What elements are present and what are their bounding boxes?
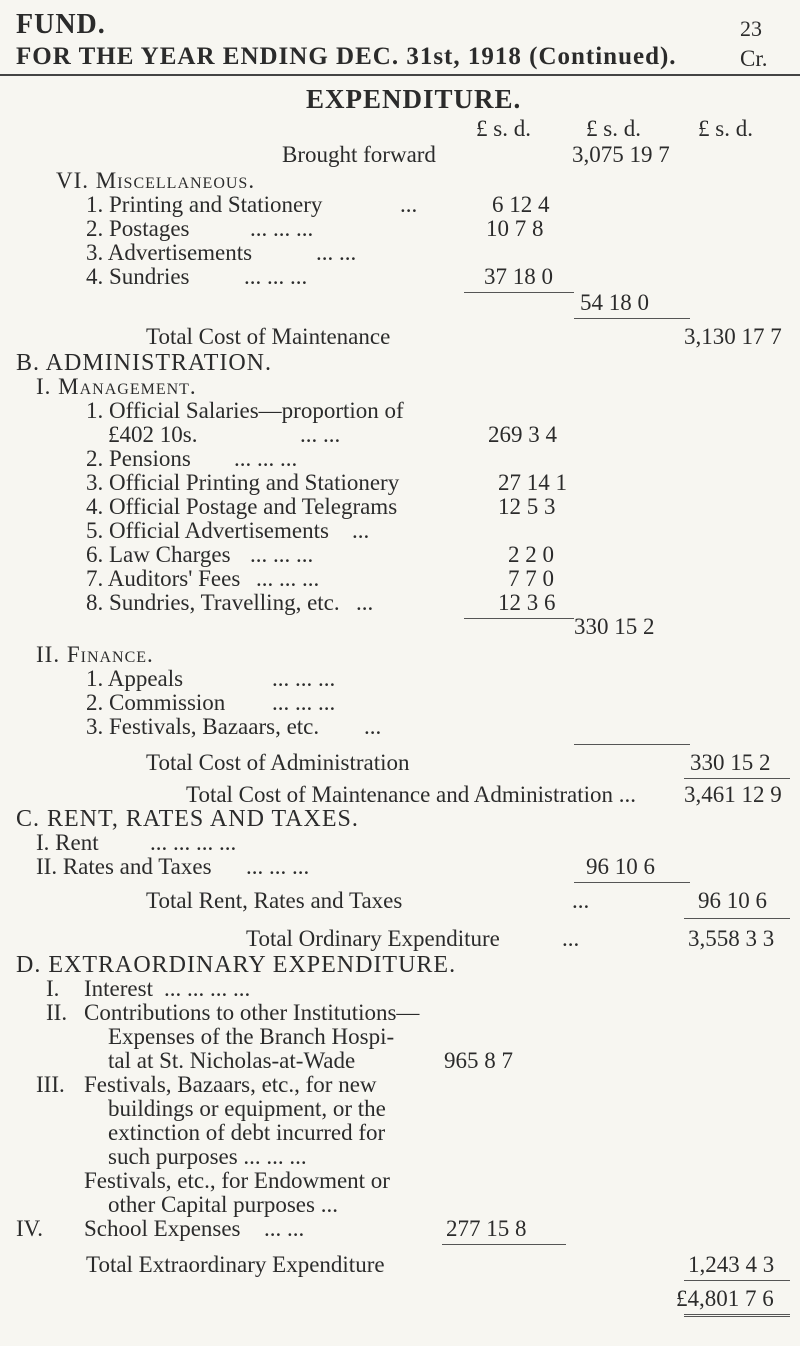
mgmt-item-value: 12 3 6 <box>498 590 556 615</box>
mgmt-item-label: 4. Official Postage and Telegrams <box>86 494 398 519</box>
running-head-left: FUND. <box>16 9 106 40</box>
finance-item-label: 1. Appeals <box>86 666 184 691</box>
extra-i-num: I. <box>46 976 60 1001</box>
misc-subtotal: 54 18 0 <box>580 290 649 315</box>
mgmt-item-label: 5. Official Advertisements <box>86 518 329 543</box>
rent-item-dots: ... ... ... ... <box>150 830 237 855</box>
mgmt-item-dots: ... ... <box>300 422 341 447</box>
misc-heading: VI. Miscellaneous. <box>56 168 256 193</box>
extra-heading: D. EXTRAORDINARY EXPENDITURE. <box>16 952 457 978</box>
finance-item-dots: ... <box>364 714 382 739</box>
mgmt-item-dots: ... <box>352 518 370 543</box>
grand-total-rule <box>684 1314 790 1317</box>
rent-rule <box>574 882 690 883</box>
misc-item-label: 3. Advertisements <box>86 240 253 265</box>
total-admin-label: Total Cost of Administration <box>146 750 410 775</box>
grand-total-value: £4,801 7 6 <box>676 1286 774 1311</box>
total-admin-value: 330 15 2 <box>690 750 771 775</box>
extra-iii-line: buildings or equipment, or the <box>108 1096 386 1121</box>
mgmt-item-value: 269 3 4 <box>488 422 557 447</box>
extra-iv-label: School Expenses <box>84 1216 241 1241</box>
extra-iii-line: other Capital purposes ... <box>108 1192 338 1217</box>
extra-rule <box>442 1244 566 1245</box>
misc-item-value: 6 12 4 <box>492 192 550 217</box>
rent-item-value: 96 10 6 <box>586 854 655 879</box>
rent-item-dots: ... ... ... <box>246 854 310 879</box>
total-maint-admin-label: Total Cost of Maintenance and Administration ... <box>186 782 637 807</box>
running-head-line: FOR THE YEAR ENDING DEC. 31st, 1918 (Continued). <box>16 43 677 70</box>
total-rent-rule <box>684 918 790 919</box>
extra-iv-value: 277 15 8 <box>446 1216 527 1241</box>
total-rent-label: Total Rent, Rates and Taxes <box>146 888 403 913</box>
mgmt-item-label: 6. Law Charges <box>86 542 231 567</box>
mgmt-item-value: 2 2 0 <box>508 542 554 567</box>
rent-item-label: II. Rates and Taxes <box>36 854 212 879</box>
finance-heading: II. Finance. <box>36 642 154 667</box>
mgmt-item-dots: ... ... ... <box>256 566 320 591</box>
mgmt-item-label: 1. Official Salaries—proportion of <box>86 398 404 423</box>
mgmt-item-dots: ... ... ... <box>250 542 314 567</box>
misc-item-dots: ... ... ... <box>250 216 314 241</box>
total-maintenance-label: Total Cost of Maintenance <box>146 324 391 349</box>
brought-forward-label: Brought forward <box>282 142 436 167</box>
brought-forward-value: 3,075 19 7 <box>572 142 670 167</box>
misc-subtotal-rule <box>574 318 690 319</box>
total-extra-label: Total Extraordinary Expenditure <box>86 1252 385 1277</box>
extra-ii-line: Contributions to other Institutions— <box>84 1000 420 1025</box>
extra-iii-line: Festivals, Bazaars, etc., for new <box>84 1072 377 1097</box>
mgmt-item-value: 27 14 1 <box>498 470 567 495</box>
extra-ii-line: Expenses of the Branch Hospi- <box>108 1024 395 1049</box>
section-title: EXPENDITURE. <box>306 84 522 114</box>
header-rule <box>0 74 800 76</box>
running-head-right: Cr. <box>740 46 768 71</box>
total-maint-admin-value: 3,461 12 9 <box>684 782 782 807</box>
misc-item-label: 2. Postages <box>86 216 190 241</box>
mgmt-item-label: 2. Pensions <box>86 446 191 471</box>
page-number: 23 <box>740 16 762 41</box>
col3-currency: £ s. d. <box>698 116 753 141</box>
total-maintenance-value: 3,130 17 7 <box>684 324 782 349</box>
total-ordinary-value: 3,558 3 3 <box>688 926 775 951</box>
extra-i-label: Interest <box>84 976 153 1001</box>
finance-rule <box>574 744 690 745</box>
extra-ii-line: tal at St. Nicholas-at-Wade <box>108 1048 356 1073</box>
finance-item-dots: ... ... ... <box>272 666 336 691</box>
mgmt-item-value: 12 5 3 <box>498 494 556 519</box>
misc-item-dots: ... ... <box>316 240 357 265</box>
total-rent-dots: ... <box>572 888 590 913</box>
col2-currency: £ s. d. <box>586 116 641 141</box>
misc-item-dots: ... ... ... <box>244 264 308 289</box>
mgmt-item-dots: ... <box>356 590 374 615</box>
finance-item-label: 2. Commission <box>86 690 226 715</box>
extra-iii-line: such purposes ... ... ... <box>108 1144 307 1169</box>
total-extra-value: 1,243 4 3 <box>688 1252 775 1277</box>
total-extra-rule <box>684 1280 790 1281</box>
finance-item-dots: ... ... ... <box>272 690 336 715</box>
extra-ii-value: 965 8 7 <box>444 1048 513 1073</box>
finance-item-label: 3. Festivals, Bazaars, etc. <box>86 714 320 739</box>
misc-item-dots: ... <box>400 192 418 217</box>
total-ordinary-dots: ... <box>562 926 580 951</box>
mgmt-item-label: 3. Official Printing and Stationery <box>86 470 400 495</box>
mgmt-subtotal: 330 15 2 <box>574 614 655 639</box>
management-heading: I. Management. <box>36 374 197 399</box>
misc-item-label: 1. Printing and Stationery <box>86 192 323 217</box>
extra-iii-num: III. <box>36 1072 65 1097</box>
extra-i-dots: ... ... ... ... <box>164 976 251 1001</box>
extra-iv-dots: ... ... <box>264 1216 305 1241</box>
mgmt-rule <box>464 618 574 619</box>
total-admin-rule <box>684 778 790 779</box>
total-ordinary-label: Total Ordinary Expenditure <box>246 926 500 951</box>
misc-item-value: 10 7 8 <box>486 216 544 241</box>
col1-currency: £ s. d. <box>476 116 531 141</box>
misc-item-value: 37 18 0 <box>484 264 553 289</box>
extra-iii-line: extinction of debt incurred for <box>108 1120 386 1145</box>
mgmt-item-label: 8. Sundries, Travelling, etc. <box>86 590 340 615</box>
mgmt-item-value: 7 7 0 <box>508 566 554 591</box>
admin-heading: B. ADMINISTRATION. <box>16 350 273 376</box>
misc-item-label: 4. Sundries <box>86 264 190 289</box>
mgmt-item-label: £402 10s. <box>108 422 198 447</box>
rent-heading: C. RENT, RATES AND TAXES. <box>16 806 359 832</box>
extra-iv-num: IV. <box>16 1216 44 1241</box>
mgmt-item-label: 7. Auditors' Fees <box>86 566 241 591</box>
rent-item-label: I. Rent <box>36 830 99 855</box>
mgmt-item-dots: ... ... ... <box>234 446 298 471</box>
misc-rule <box>464 292 574 293</box>
extra-iii-line: Festivals, etc., for Endowment or <box>84 1168 390 1193</box>
total-rent-value: 96 10 6 <box>698 888 767 913</box>
extra-ii-num: II. <box>46 1000 68 1025</box>
